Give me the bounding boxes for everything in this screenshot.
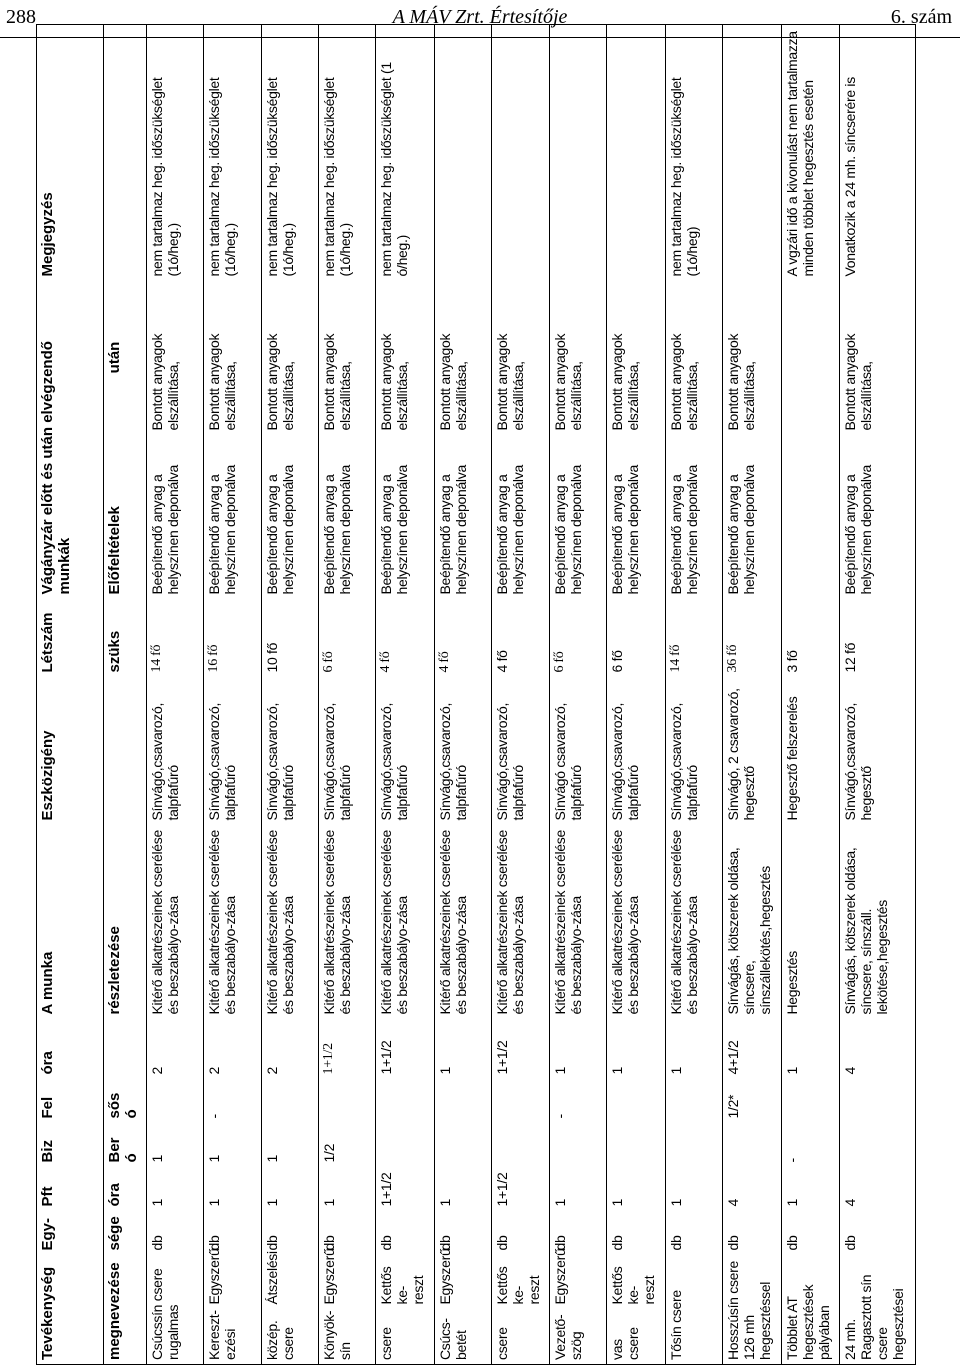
notes-cell: nem tartalmaz heg. időszükséglet (1ó/heg.) — [204, 25, 261, 281]
col-biz: Biz — [37, 1123, 104, 1167]
after-cell: Bontott anyagok elszállítása, — [491, 281, 549, 435]
tools-cell: Sínvágó,csavarozó, talpfafúró — [261, 677, 318, 825]
col-track-closure: Vágányzár előtt és után elvégzendő munkák — [37, 281, 104, 599]
after-cell: Bontott anyagok elszállítása, — [204, 281, 261, 435]
pre-cell: Beépítendő anyag a helyszínen deponálva — [318, 435, 375, 599]
ora-cell: 1+1/2 — [491, 1019, 549, 1079]
col-notes-sub — [104, 25, 147, 281]
unit-cell: db — [491, 1211, 549, 1255]
col-activity-sub: megnevezése — [104, 1255, 147, 1365]
biz-cell: 1 — [147, 1123, 204, 1167]
detail-cell: Kitérő alkatrészeinek cserélése és beszabályo-zása — [434, 825, 491, 1019]
subtype-cell: Kettős ke-reszt — [491, 1255, 549, 1309]
detail-cell: Hegesztés — [781, 825, 839, 1019]
pft-cell: 1+1/2 — [491, 1167, 549, 1211]
col-pft: Pft — [37, 1167, 104, 1211]
notes-cell — [491, 25, 549, 281]
pre-cell: Beépítendő anyag a helyszínen deponálva — [839, 435, 915, 599]
ora-cell: 1 — [607, 1019, 665, 1079]
activity-cell: Könyök-sín — [318, 1309, 375, 1365]
pre-cell: Beépítendő anyag a helyszínen deponálva — [723, 435, 781, 599]
staff-cell: 10 fő — [261, 599, 318, 677]
ora-cell: 2 — [204, 1019, 261, 1079]
unit-cell: db — [839, 1211, 915, 1255]
pft-cell: 4 — [839, 1167, 915, 1211]
detail-cell: Sínvágás, kötszerek oldása, síncsere, sínszáll. lekötése,hegesztés — [839, 825, 915, 1019]
pft-cell: 4 — [723, 1167, 781, 1211]
notes-cell: A vgzári idő a kivonulást nem tartalmazza minden többlet hegesztés esetén — [781, 25, 839, 281]
pre-cell: Beépítendő anyag a helyszínen deponálva — [665, 435, 722, 599]
activity-cell: csere — [491, 1309, 549, 1365]
col-tools-sub — [104, 677, 147, 825]
col-activity: Tevékenység — [37, 1255, 104, 1365]
tools-cell: Sínvágó,csavarozó, talpfafúró — [318, 677, 375, 825]
subtype-cell: Kettős ke-reszt — [607, 1255, 665, 1309]
activity-cell: Többlet AT hegesztések pályában — [781, 1255, 839, 1365]
pre-cell: Beépítendő anyag a helyszínen deponálva — [204, 435, 261, 599]
subtype-cell: Átszelési — [261, 1255, 318, 1309]
biz-cell — [491, 1123, 549, 1167]
detail-cell: Kitérő alkatrészeinek cserélése és beszabályo-zása — [147, 825, 204, 1019]
fel-cell: - — [550, 1079, 607, 1123]
unit-cell: db — [607, 1211, 665, 1255]
notes-cell — [607, 25, 665, 281]
table-row — [607, 25, 665, 1365]
biz-cell — [665, 1123, 722, 1167]
notes-cell: Vonatkozik a 24 mh. síncserére is — [839, 25, 915, 281]
ora-cell: 1 — [550, 1019, 607, 1079]
col-tools: Eszközigény — [37, 677, 104, 825]
col-unit: Egy- — [37, 1211, 104, 1255]
pre-cell: Beépítendő anyag a helyszínen deponálva — [434, 435, 491, 599]
pft-cell: 1 — [607, 1167, 665, 1211]
fel-cell — [376, 1079, 434, 1123]
fel-cell — [261, 1079, 318, 1123]
ora-cell: 2 — [261, 1019, 318, 1079]
biz-cell: 1/2 — [318, 1123, 375, 1167]
pft-cell: 1 — [781, 1167, 839, 1211]
ora-cell: 1 — [781, 1019, 839, 1079]
table-row — [261, 25, 318, 1365]
activity-cell: Vezető-szög — [550, 1309, 607, 1365]
notes-cell — [723, 25, 781, 281]
fel-cell — [491, 1079, 549, 1123]
col-after: után — [104, 281, 147, 435]
notes-cell: nem tartalmaz heg. időszükséglet (1ó/heg.) — [318, 25, 375, 281]
unit-cell: db — [261, 1211, 318, 1255]
tools-cell: Sínvágó,csavarozó, talpfafúró — [434, 677, 491, 825]
pft-cell: 1 — [550, 1167, 607, 1211]
notes-cell: nem tartalmaz heg. időszükséglet (1ó/heg) — [665, 25, 722, 281]
pft-cell: 1+1/2 — [376, 1167, 434, 1211]
unit-cell: db — [204, 1211, 261, 1255]
pft-cell: 1 — [261, 1167, 318, 1211]
activity-cell: vas csere — [607, 1309, 665, 1365]
notes-cell: nem tartalmaz heg. időszükséglet (1ó/heg.) — [261, 25, 318, 281]
pre-cell: Beépítendő anyag a helyszínen deponálva — [550, 435, 607, 599]
fel-cell — [147, 1079, 204, 1123]
detail-cell: Kitérő alkatrészeinek cserélése és beszabályo-zása — [550, 825, 607, 1019]
ora-cell: 1+1/2 — [376, 1019, 434, 1079]
after-cell: Bontott anyagok elszállítása, — [550, 281, 607, 435]
col-fel-sub: sős ó — [104, 1079, 147, 1123]
col-fel: Fel — [37, 1079, 104, 1123]
col-notes: Megjegyzés — [37, 25, 104, 281]
ora-cell: 2 — [147, 1019, 204, 1079]
notes-cell: nem tartalmaz heg. időszükséglet (1ó/heg.) — [147, 25, 204, 281]
fel-cell — [839, 1079, 915, 1123]
unit-cell: db — [723, 1211, 781, 1255]
after-cell: Bontott anyagok elszállítása, — [723, 281, 781, 435]
biz-cell — [550, 1123, 607, 1167]
unit-cell: db — [434, 1211, 491, 1255]
pre-cell: Beépítendő anyag a helyszínen deponálva — [491, 435, 549, 599]
after-cell: Bontott anyagok elszállítása, — [376, 281, 434, 435]
page-number: 288 — [6, 6, 36, 28]
activity-cell: 24 mh. Ragasztott sín csere hegesztései — [839, 1255, 915, 1365]
col-ora: óra — [37, 1019, 104, 1079]
col-staff-sub: szüks — [104, 599, 147, 677]
tools-cell: Sínvágó,csavarozó, talpfafúró — [665, 677, 722, 825]
unit-cell: db — [665, 1211, 722, 1255]
notes-cell: nem tartalmaz heg. időszükséglet (1 ó/heg.) — [376, 25, 434, 281]
activity-cell: Csúcssín csere rugalmas — [147, 1255, 204, 1365]
table-row — [376, 25, 434, 1365]
fel-cell — [318, 1079, 375, 1123]
col-detail-sub: részletezése — [104, 825, 147, 1019]
staff-cell: 14 fő — [665, 599, 722, 677]
biz-cell — [607, 1123, 665, 1167]
table-row — [839, 25, 915, 1365]
pft-cell: 1 — [434, 1167, 491, 1211]
fel-cell — [781, 1079, 839, 1123]
col-detail: A munka — [37, 825, 104, 1019]
after-cell: Bontott anyagok elszállítása, — [318, 281, 375, 435]
pre-cell: Beépítendő anyag a helyszínen deponálva — [376, 435, 434, 599]
tools-cell: Sínvágó,csavarozó, hegesztő — [839, 677, 915, 825]
activity-cell: Kereszt-ezési — [204, 1309, 261, 1365]
tools-cell: Sínvágó,csavarozó, talpfafúró — [204, 677, 261, 825]
after-cell: Bontott anyagok elszállítása, — [839, 281, 915, 435]
activity-cell: csere — [376, 1309, 434, 1365]
table-row — [318, 25, 375, 1365]
biz-cell — [839, 1123, 915, 1167]
tools-cell: Sínvágó,csavarozó, talpfafúró — [147, 677, 204, 825]
table-row — [491, 25, 549, 1365]
biz-cell — [376, 1123, 434, 1167]
unit-cell: db — [550, 1211, 607, 1255]
header-row-2 — [104, 25, 147, 1365]
tools-cell: Sínvágó,csavarozó, talpfafúró — [491, 677, 549, 825]
ora-cell: 4 — [839, 1019, 915, 1079]
pre-cell: Beépítendő anyag a helyszínen deponálva — [147, 435, 204, 599]
pft-cell: 1 — [318, 1167, 375, 1211]
subtype-cell: Egyszerű — [318, 1255, 375, 1309]
col-pft-sub: óra — [104, 1167, 147, 1211]
notes-cell — [434, 25, 491, 281]
journal-title: A MÁV Zrt. Értesítője — [392, 6, 568, 28]
detail-cell: Kitérő alkatrészeinek cserélése és beszabályo-zása — [204, 825, 261, 1019]
detail-cell: Kitérő alkatrészeinek cserélése és beszabályo-zása — [318, 825, 375, 1019]
subtype-cell: Kettős ke-reszt — [376, 1255, 434, 1309]
work-table — [36, 24, 916, 1365]
after-cell — [781, 281, 839, 435]
after-cell: Bontott anyagok elszállítása, — [434, 281, 491, 435]
col-biz-sub: Ber ó — [104, 1123, 147, 1167]
pre-cell: Beépítendő anyag a helyszínen deponálva — [607, 435, 665, 599]
staff-cell: 16 fő — [204, 599, 261, 677]
activity-cell: Csúcs-betét — [434, 1309, 491, 1365]
header-row-1 — [37, 25, 104, 1365]
biz-cell — [723, 1123, 781, 1167]
pft-cell: 1 — [665, 1167, 722, 1211]
detail-cell: Kitérő alkatrészeinek cserélése és beszabályo-zása — [665, 825, 722, 1019]
staff-cell: 6 fő — [607, 599, 665, 677]
table-row — [434, 25, 491, 1365]
tools-cell: Hegesztő felszerelés — [781, 677, 839, 825]
staff-cell: 12 fő — [839, 599, 915, 677]
staff-cell: 4 fő — [376, 599, 434, 677]
staff-cell: 6 fő — [318, 599, 375, 677]
fel-cell — [607, 1079, 665, 1123]
staff-cell: 4 fő — [434, 599, 491, 677]
issue-number: 6. szám — [890, 6, 952, 28]
table-row — [550, 25, 607, 1365]
staff-cell: 6 fő — [550, 599, 607, 677]
unit-cell: db — [376, 1211, 434, 1255]
tools-cell: Sínvágó,csavarozó, talpfafúró — [607, 677, 665, 825]
biz-cell: 1 — [204, 1123, 261, 1167]
tools-cell: Sínvágó,csavarozó, talpfafúró — [376, 677, 434, 825]
staff-cell: 14 fő — [147, 599, 204, 677]
after-cell: Bontott anyagok elszállítása, — [665, 281, 722, 435]
col-ora-sub — [104, 1019, 147, 1079]
biz-cell: - — [781, 1123, 839, 1167]
fel-cell — [665, 1079, 722, 1123]
pft-cell: 1 — [147, 1167, 204, 1211]
table-row — [723, 25, 781, 1365]
tools-cell: Sínvágó, 2 csavarozó, hegesztő — [723, 677, 781, 825]
activity-cell: Tősín csere — [665, 1255, 722, 1365]
subtype-cell: Egyszerű — [204, 1255, 261, 1309]
table-row — [204, 25, 261, 1365]
detail-cell: Sínvágás, kötszerek oldása, síncsere, sínszállekötés,hegesztés — [723, 825, 781, 1019]
biz-cell — [434, 1123, 491, 1167]
rotated-table-container — [36, 31, 916, 1365]
table-row — [781, 25, 839, 1365]
ora-cell: 1 — [665, 1019, 722, 1079]
col-unit-sub: sége — [104, 1211, 147, 1255]
fel-cell: - — [204, 1079, 261, 1123]
detail-cell: Kitérő alkatrészeinek cserélése és beszabályo-zása — [261, 825, 318, 1019]
unit-cell: db — [781, 1211, 839, 1255]
pre-cell: Beépítendő anyag a helyszínen deponálva — [261, 435, 318, 599]
staff-cell: 36 fő — [723, 599, 781, 677]
staff-cell: 4 fő — [491, 599, 549, 677]
table-row — [147, 25, 204, 1365]
after-cell: Bontott anyagok elszállítása, — [261, 281, 318, 435]
pre-cell — [781, 435, 839, 599]
biz-cell: 1 — [261, 1123, 318, 1167]
unit-cell: db — [147, 1211, 204, 1255]
subtype-cell: Egyszerű — [550, 1255, 607, 1309]
fel-cell: 1/2* — [723, 1079, 781, 1123]
table-row — [665, 25, 722, 1365]
detail-cell: Kitérő alkatrészeinek cserélése és beszabályo-zása — [491, 825, 549, 1019]
subtype-cell: Egyszerű — [434, 1255, 491, 1309]
detail-cell: Kitérő alkatrészeinek cserélése és beszabályo-zása — [376, 825, 434, 1019]
col-pre: Előfeltételek — [104, 435, 147, 599]
fel-cell — [434, 1079, 491, 1123]
ora-cell: 1+1/2 — [318, 1019, 375, 1079]
activity-cell: közép. csere — [261, 1309, 318, 1365]
notes-cell — [550, 25, 607, 281]
after-cell: Bontott anyagok elszállítása, — [607, 281, 665, 435]
ora-cell: 4+1/2 — [723, 1019, 781, 1079]
unit-cell: db — [318, 1211, 375, 1255]
after-cell: Bontott anyagok elszállítása, — [147, 281, 204, 435]
staff-cell: 3 fő — [781, 599, 839, 677]
detail-cell: Kitérő alkatrészeinek cserélése és beszabályo-zása — [607, 825, 665, 1019]
tools-cell: Sínvágó csavarozó, talpfafúró — [550, 677, 607, 825]
col-staff: Létszám — [37, 599, 104, 677]
activity-cell: Hosszúsín csere 126 mh hegesztéssel — [723, 1255, 781, 1365]
pft-cell: 1 — [204, 1167, 261, 1211]
ora-cell: 1 — [434, 1019, 491, 1079]
